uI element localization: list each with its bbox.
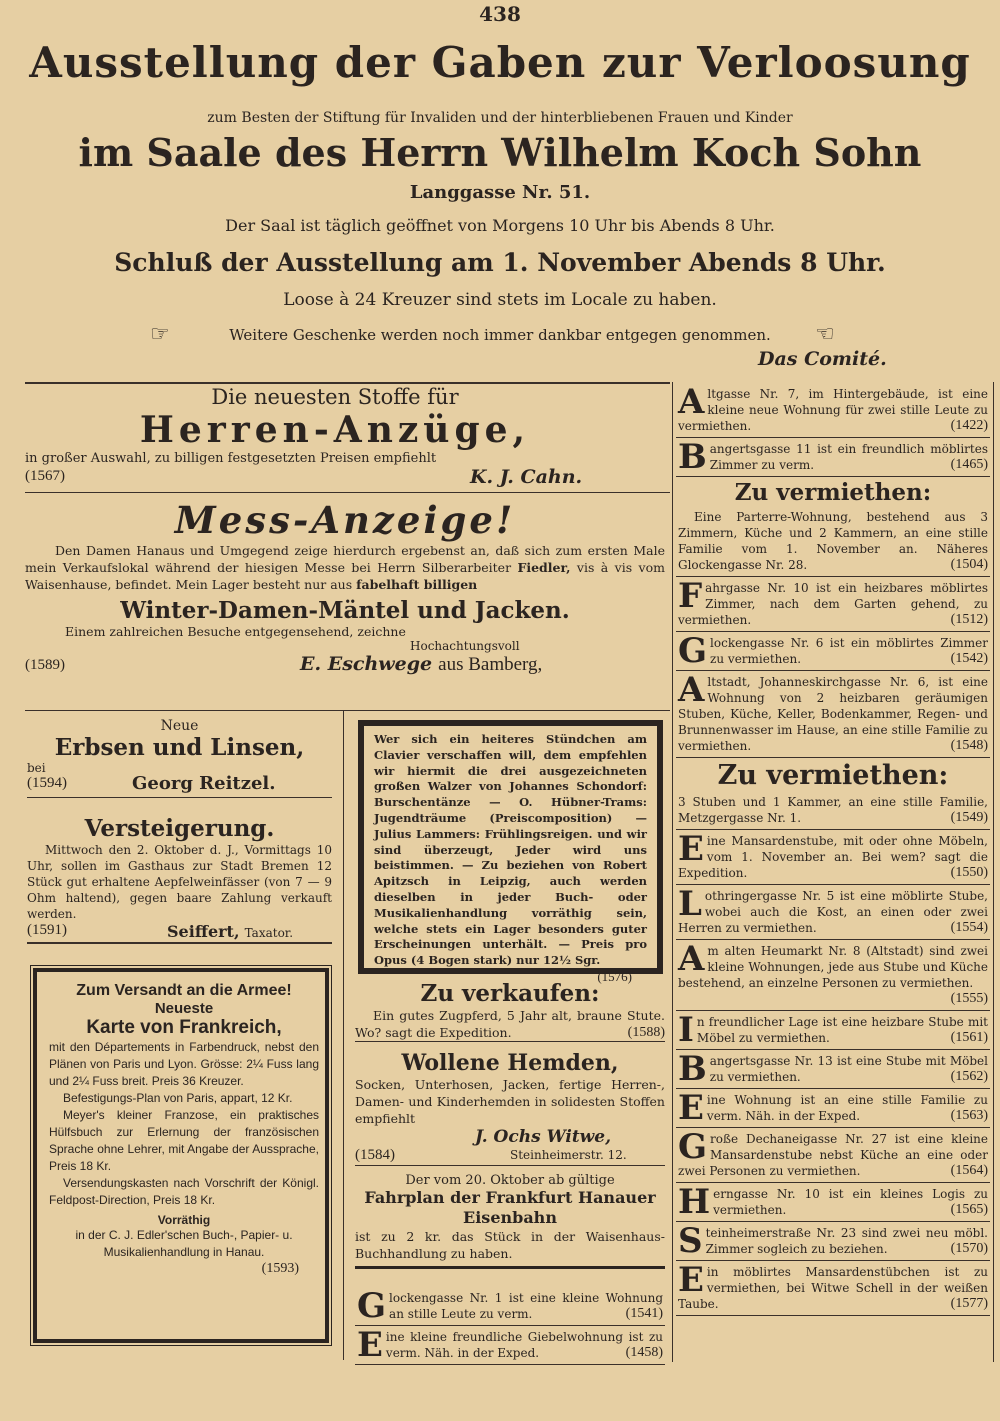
ad-headline: Wollene Hemden, xyxy=(401,1050,619,1076)
drop-cap: S xyxy=(678,1222,703,1261)
ad-merchant-name: Fiedler, xyxy=(517,560,571,575)
listing-text: roße Dechaneigasse Nr. 27 ist eine kleine Mansardenstube nebst Küche an eine oder zwei Personen zu vermiethen. xyxy=(678,1132,988,1178)
listing-item xyxy=(676,1089,990,1128)
ad-text: ist zu 2 kr. das Stück in der Waisenhaus-Buchhandlung zu haben. xyxy=(355,1229,665,1261)
ad-cahn xyxy=(25,385,645,488)
ad-auction xyxy=(27,815,332,944)
listing-item xyxy=(676,830,990,885)
listing-item xyxy=(676,1011,990,1050)
ad-product: Winter-Damen-Mäntel und Jacken. xyxy=(120,597,570,624)
ad-code: (1588) xyxy=(627,1025,665,1040)
ad-paragraph: Meyer's kleiner Franzose, ein praktisches Hülfsbuch zur Erlernung der französischen Sprache ohne Lehrer, mit Angabe der Aussprache, Preis 18 Kr. xyxy=(49,1108,319,1173)
listing-item xyxy=(676,940,990,1011)
ad-mess-anzeige xyxy=(25,498,665,677)
ad-availability: Vorräthig xyxy=(157,1213,211,1227)
listing-text: ahrgasse Nr. 10 ist ein heizbares möblirtes Zimmer, nach dem Garten gehend, zu vermiethen. xyxy=(678,581,988,627)
listing-item xyxy=(676,1183,990,1222)
listing-item xyxy=(676,671,990,758)
committee-signature: Das Comité. xyxy=(758,348,887,370)
drop-cap: G xyxy=(678,1128,708,1167)
listing-code: (1564) xyxy=(950,1163,988,1178)
ad-intro: Neue xyxy=(160,718,199,734)
listing-item xyxy=(676,1128,990,1183)
closing-notice: Schluß der Ausstellung am 1. November Abends 8 Uhr. xyxy=(114,248,886,277)
ad-ochs xyxy=(355,1050,665,1166)
ad-code: (1591) xyxy=(27,922,67,938)
gifts-notice: Weitere Geschenke werden noch immer dankbar entgegen genommen. xyxy=(229,326,771,344)
listing-item xyxy=(355,1326,665,1365)
pointing-hand-left-icon: ☞ xyxy=(150,322,170,347)
ad-edler xyxy=(33,968,329,1343)
ad-role: Taxator. xyxy=(244,926,294,940)
ad-text: Mittwoch den 2. Oktober d. J., Vormittags 10 Uhr, sollen im Gasthaus zur Stadt Bremen 12 Stück gut erhaltene Aepfelweinfässer (von 7 — 9 Ohm haltend), gegen baare Zahlung verkauft werden. xyxy=(27,843,332,921)
ad-shop: in der C. J. Edler'schen Buch-, Papier- u. Musikalienhandlung in Hanau. xyxy=(75,1228,293,1259)
ad-headline: Versteigerung. xyxy=(84,815,275,842)
address: Langgasse Nr. 51. xyxy=(409,182,591,203)
listing-code: (1570) xyxy=(950,1241,988,1256)
drop-cap: B xyxy=(678,1050,707,1089)
listing-code: (1542) xyxy=(950,651,988,666)
listing-item xyxy=(676,577,990,632)
listing-item xyxy=(676,1050,990,1089)
mid-listings xyxy=(355,1287,665,1365)
ad-address: Steinheimerstr. 12. xyxy=(510,1148,627,1162)
listing-code: (1550) xyxy=(950,865,988,880)
right-listings xyxy=(676,383,990,1316)
drop-cap: I xyxy=(678,1011,694,1050)
ad-headline: Karte von Frankreich, xyxy=(86,1017,282,1038)
ad-paragraph: Versendungskasten nach Vorschrift der Königl. Feldpost-Direction, Preis 18 Kr. xyxy=(49,1176,319,1207)
listing-code: (1561) xyxy=(950,1030,988,1045)
listing-code: (1562) xyxy=(950,1069,988,1084)
listing-text: m alten Heumarkt Nr. 8 (Altstadt) sind zwei kleine Wohnungen, jede aus Stube und Küche bestehend, an einzelne Personen zu vermiethen. xyxy=(678,944,988,990)
ticket-notice: Loose à 24 Kreuzer sind stets im Locale zu haben. xyxy=(283,290,717,310)
listing-item xyxy=(676,1261,990,1316)
subtitle: zum Besten der Stiftung für Invaliden und der hinterbliebenen Frauen und Kinder xyxy=(207,110,793,126)
drop-cap: H xyxy=(678,1183,711,1222)
ad-horse xyxy=(355,980,665,1042)
listing-code: (1541) xyxy=(625,1306,663,1321)
ad-code: (1594) xyxy=(27,775,67,791)
ad-line2: Neueste xyxy=(154,1000,214,1017)
ad-text: in großer Auswahl, zu billigen festgesetzten Preisen empfiehlt xyxy=(25,451,437,466)
listing-code: (1512) xyxy=(950,612,988,627)
listing-item xyxy=(676,885,990,940)
ad-signature: Georg Reitzel. xyxy=(132,773,276,794)
drop-cap: F xyxy=(678,577,703,616)
listing-text: lockengasse Nr. 1 ist eine kleine Wohnung an stille Leute zu verm. xyxy=(389,1291,663,1321)
ad-fahrplan xyxy=(355,1173,665,1269)
drop-cap: A xyxy=(678,671,705,710)
listing-code: (1458) xyxy=(625,1345,663,1360)
ad-signature: Seiffert, xyxy=(167,922,240,941)
ad-bold-text: fabelhaft billigen xyxy=(356,577,478,592)
listing-text: Eine Parterre-Wohnung, bestehend aus 3 Zimmern, Küche und 2 Kammern, an eine stille Familie vom 1. November an. Näheres Glockengasse Nr. 28. xyxy=(678,510,988,572)
page-title: Ausstellung der Gaben zur Verloosung xyxy=(29,38,971,87)
ad-code: (1593) xyxy=(261,1261,299,1276)
pointing-hand-right-icon: ☞ xyxy=(815,322,835,347)
listing-item xyxy=(355,1287,665,1326)
listing-code: (1555) xyxy=(950,991,988,1006)
listing-code: (1548) xyxy=(950,738,988,753)
listing-code: (1549) xyxy=(950,810,988,825)
ad-code: (1576) xyxy=(597,968,632,984)
drop-cap: L xyxy=(678,885,702,924)
listing-text: 3 Stuben und 1 Kammer, an eine stille Familie, Metzgergasse Nr. 1. xyxy=(678,795,988,825)
listing-text: ine Mansardenstube, mit oder ohne Möbeln, vom 1. November an. Bei wem? sagt die Expedition. xyxy=(678,834,988,880)
venue: im Saale des Herrn Wilhelm Koch Sohn xyxy=(78,130,922,175)
listing-item xyxy=(676,438,990,477)
ad-code: (1567) xyxy=(25,468,65,484)
ad-signature: J. Ochs Witwe, xyxy=(475,1127,612,1147)
listing-text: ltgasse Nr. 7, im Hintergebäude, ist eine kleine neue Wohnung für zwei stille Leute zu vermiethen. xyxy=(678,387,988,433)
drop-cap: A xyxy=(678,940,705,979)
listing-text: ltstadt, Johanneskirchgasse Nr. 6, ist eine Wohnung von 2 heizbaren geräumigen Stuben, Küche, Keller, Bodenkammer, Regen- und Brunnenwasser im Hause, an eine stille Familie zu vermiethen. xyxy=(678,675,988,753)
listing-code: (1504) xyxy=(950,557,988,572)
ad-signature-place: aus Bamberg, xyxy=(438,654,543,675)
ad-headline: Zu verkaufen: xyxy=(420,980,600,1007)
listing-text: in möblirtes Mansardenstübchen ist zu vermiethen, bei Witwe Schell in der weißen Taube. xyxy=(678,1265,988,1311)
ad-headline: Erbsen und Linsen, xyxy=(54,734,305,761)
ad-paragraph: mit den Départements in Farbendruck, nebst den Plänen von Paris und Lyon. Grösse: 2¼ Fuss lang und 2¼ Fuss breit. Preis 36 Kreuzer. xyxy=(49,1040,319,1088)
ad-intro: Der vom 20. Oktober ab gültige xyxy=(405,1173,615,1188)
listing-code: (1565) xyxy=(950,1202,988,1217)
ad-code: (1589) xyxy=(25,657,65,673)
drop-cap: G xyxy=(357,1287,387,1326)
listing-code: (1577) xyxy=(950,1296,988,1311)
ad-reitzel xyxy=(27,718,332,798)
listing-code: (1554) xyxy=(950,920,988,935)
section-heading: Zu vermiethen: xyxy=(717,760,949,791)
listing-text: angertsgasse Nr. 13 ist eine Stube mit Möbel zu vermiethen. xyxy=(709,1054,988,1084)
ad-at: bei xyxy=(27,761,46,775)
ad-code: (1584) xyxy=(355,1147,395,1163)
listing-text: teinheimerstraße Nr. 23 sind zwei neu möbl. Zimmer sogleich zu beziehen. xyxy=(705,1226,988,1256)
drop-cap: E xyxy=(678,830,704,869)
drop-cap: B xyxy=(678,438,707,477)
ad-headline: Fahrplan der Frankfurt Hanauer Eisenbahn xyxy=(364,1188,656,1227)
ad-headline: Herren-Anzüge, xyxy=(139,409,531,451)
listing-text: ine Wohnung ist an eine stille Familie zu verm. Näh. in der Exped. xyxy=(706,1093,988,1123)
listing-text: lockengasse Nr. 6 ist ein möblirtes Zimmer zu vermiethen. xyxy=(710,636,988,666)
ad-intro: Die neuesten Stoffe für xyxy=(211,385,459,409)
ad-walzer xyxy=(358,720,663,984)
listing-item xyxy=(676,632,990,671)
ad-line1: Zum Versandt an die Armee! xyxy=(76,982,292,999)
ad-text: Wer sich ein heiteres Stündchen am Clavier verschaffen will, dem empfehlen wir hiermit die drei ausgezeichneten großen Walzer von Johannes Schondorf: Burschentänze — O. Hübner-Trams: Jugendträume (Preiscomposition) — Julius Lammers: Frühlingsreigen. und wir sind überzeugt, Jeder wird uns beistimmen. — Zu beziehen von Robert Apitzsch in Leipzig, auch werden dieselben in jeder Buch- oder Musikalienhandlung vorräthig sein, welche stets ein Lager besonders guter Erscheinungen unterhält. — Preis pro Opus (4 Bogen stark) nur 12½ Sgr. xyxy=(374,732,647,968)
listing-code: (1563) xyxy=(950,1108,988,1123)
drop-cap: E xyxy=(678,1261,704,1300)
listing-item xyxy=(676,1222,990,1261)
drop-cap: E xyxy=(678,1089,704,1128)
listing-code: (1465) xyxy=(950,457,988,472)
ad-paragraph: Befestigungs-Plan von Paris, appart, 12 Kr. xyxy=(63,1091,293,1105)
listing-text: angertsgasse 11 ist ein freundlich möblirtes Zimmer zu verm. xyxy=(709,442,988,472)
listing-code: (1422) xyxy=(950,418,988,433)
section-heading: Zu vermiethen: xyxy=(734,479,932,506)
ad-text: Ein gutes Zugpferd, 5 Jahr alt, braune Stute. Wo? sagt die Expedition. xyxy=(355,1008,665,1040)
drop-cap: G xyxy=(678,632,708,671)
ad-text-2: vis à vis vom Waisenhause, befindet. Mein Lager besteht nur aus xyxy=(25,560,665,592)
ad-signature: K. J. Cahn. xyxy=(470,466,583,488)
drop-cap: E xyxy=(357,1326,383,1365)
listing-text: ine kleine freundliche Giebelwohnung ist zu verm. Näh. in der Exped. xyxy=(385,1330,663,1360)
listing-text: othringergasse Nr. 5 ist eine möblirte Stube, wobei auch die Kost, an einen oder zwei Herren zu vermiethen. xyxy=(678,889,988,935)
drop-cap: A xyxy=(678,383,705,422)
listing-item xyxy=(676,506,990,577)
listing-item xyxy=(676,383,990,438)
ad-headline: Mess-Anzeige! xyxy=(174,498,516,542)
page-number: 438 xyxy=(479,2,521,26)
listing-text: n freundlicher Lage ist eine heizbare Stube mit Möbel zu vermiethen. xyxy=(696,1015,988,1045)
ad-text: Socken, Unterhosen, Jacken, fertige Herren-, Damen- und Kinderhemden in solidesten Stoffen empfiehlt xyxy=(355,1077,665,1126)
listing-text: erngasse Nr. 10 ist ein kleines Logis zu vermiethen. xyxy=(713,1187,988,1217)
opening-hours: Der Saal ist täglich geöffnet von Morgens 10 Uhr bis Abends 8 Uhr. xyxy=(225,216,775,235)
ad-signature: E. Eschwege xyxy=(300,653,433,675)
ad-text: Den Damen Hanaus und Umgegend zeige hierdurch ergebenst an, daß sich zum ersten Male mein Verkaufslokal während der hiesigen Messe bei Herrn Silberarbeiter xyxy=(25,543,665,575)
ad-greeting: Hochachtungsvoll xyxy=(410,639,520,653)
ad-closing: Einem zahlreichen Besuche entgegensehend, zeichne xyxy=(65,624,406,639)
listing-item xyxy=(676,791,990,830)
